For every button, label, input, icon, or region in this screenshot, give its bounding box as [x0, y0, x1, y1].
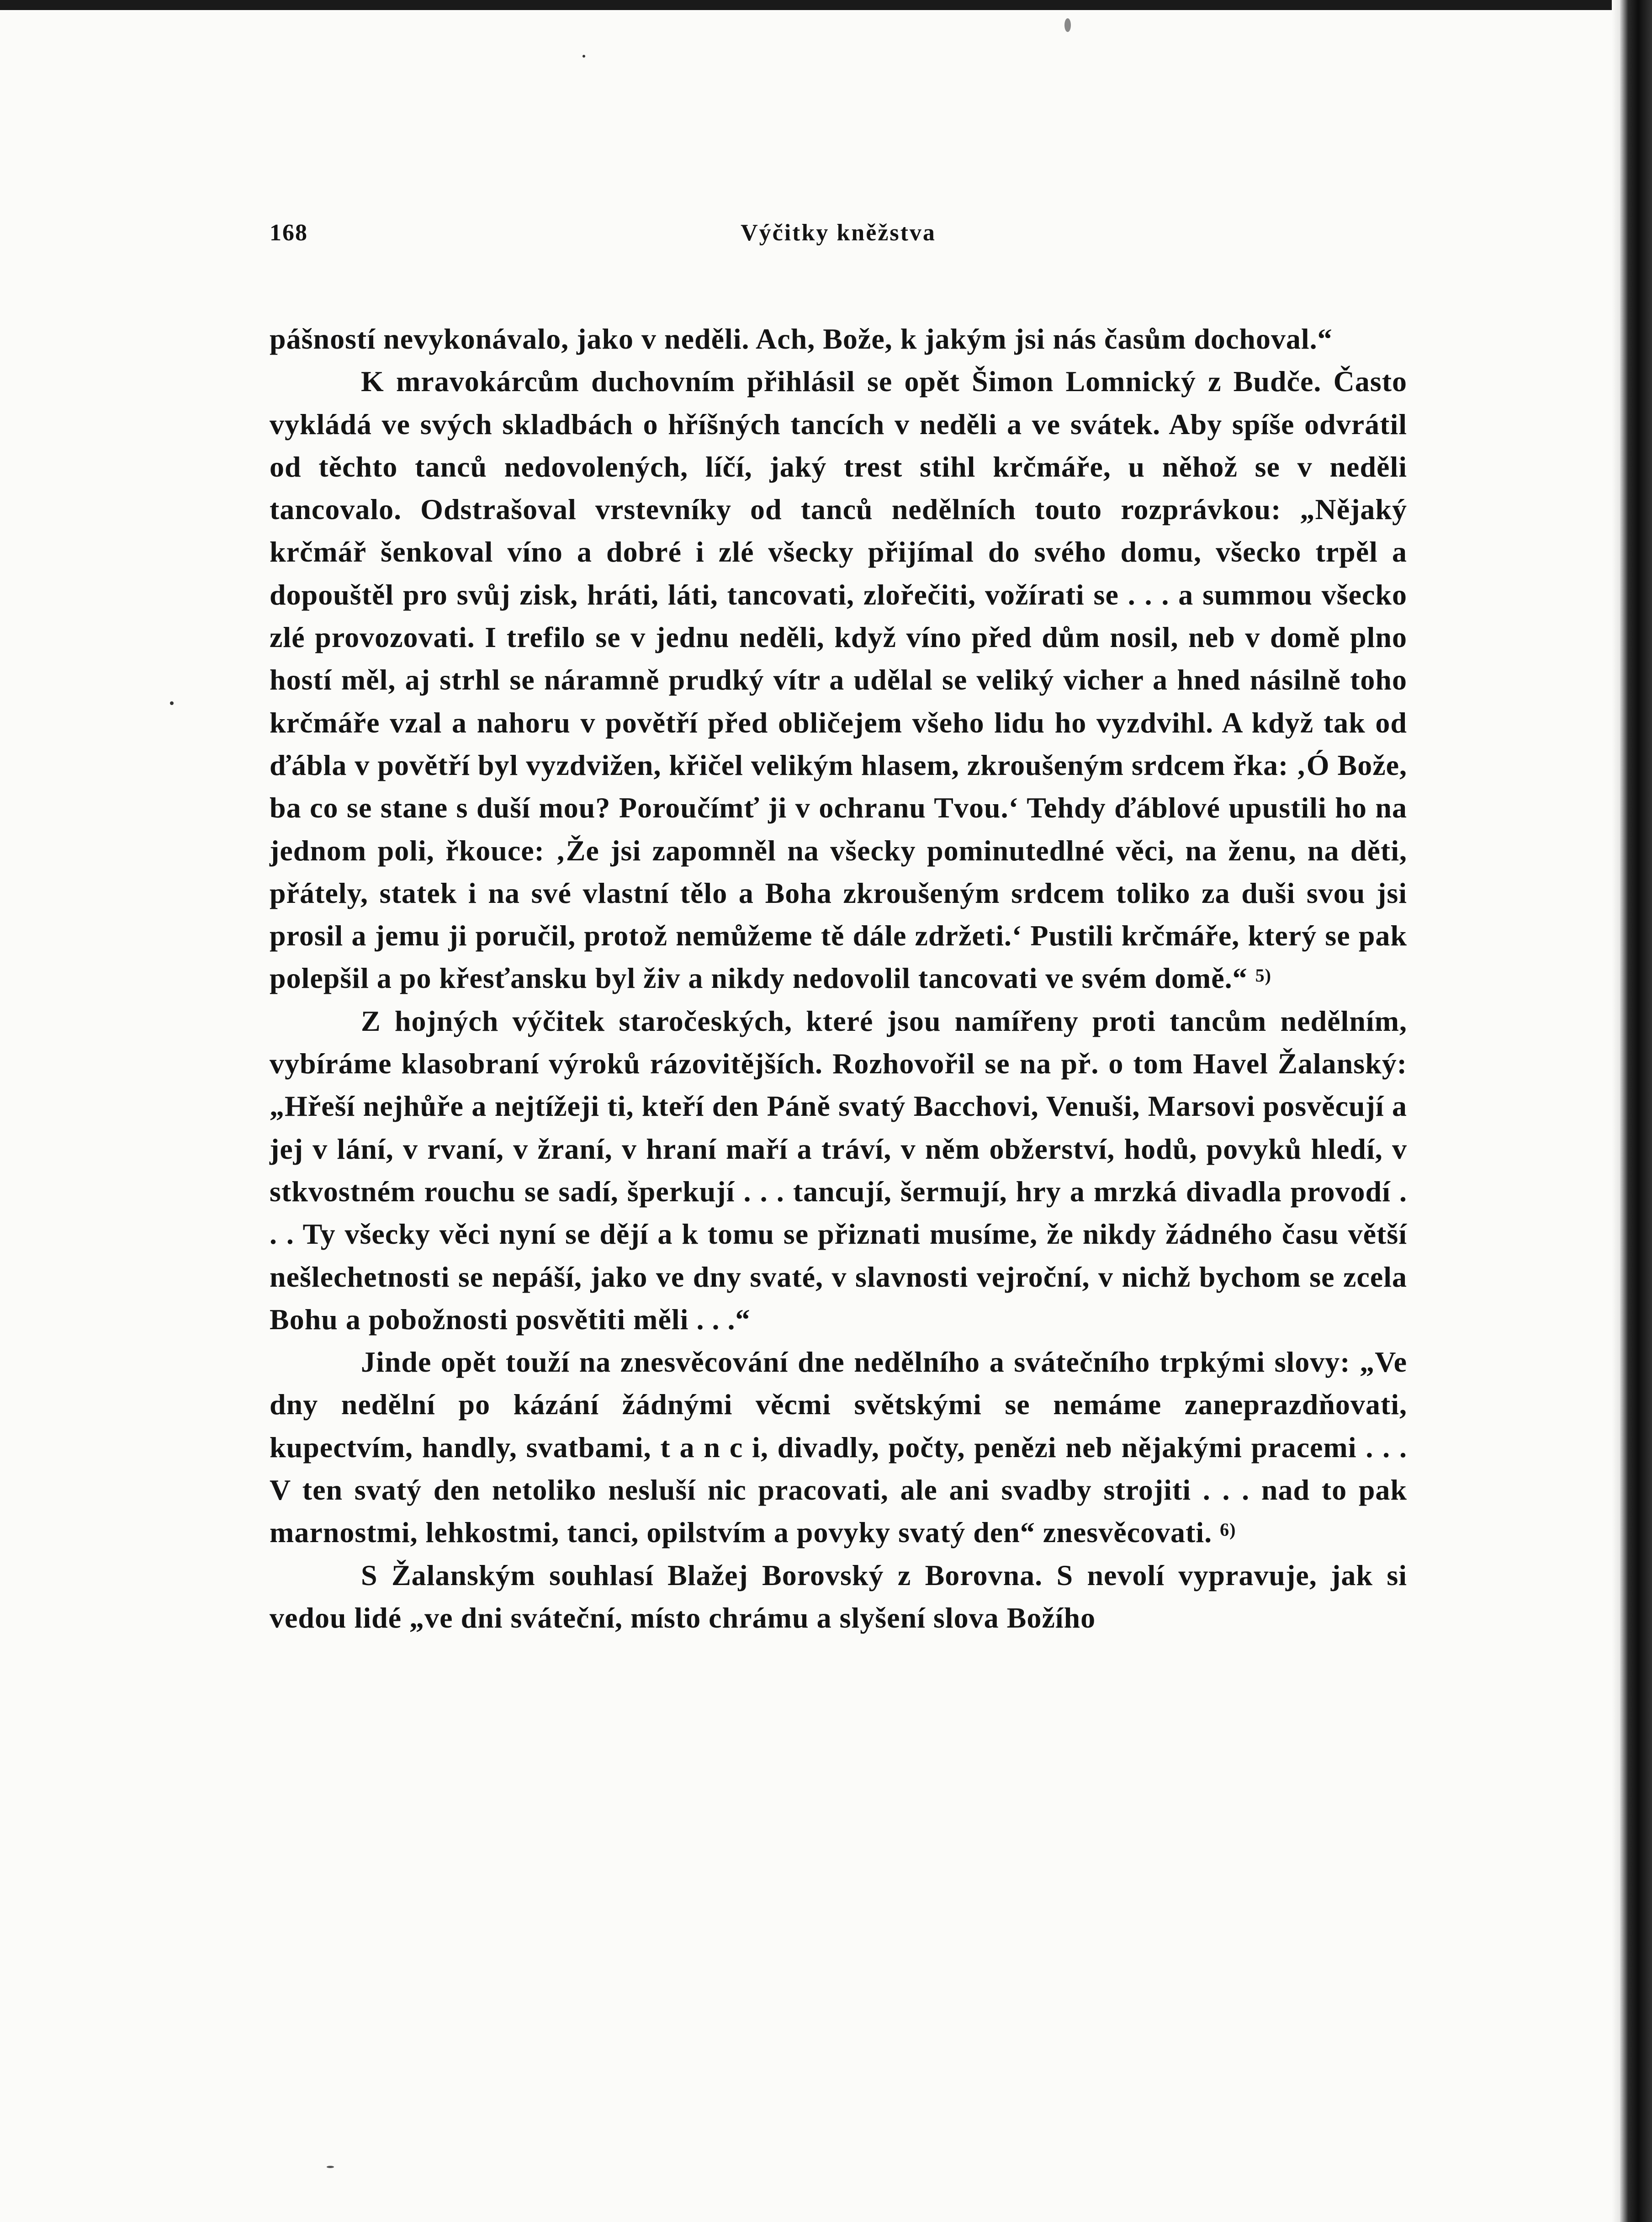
scan-border-right	[1620, 0, 1652, 2222]
scan-border-top	[0, 0, 1652, 10]
scan-shadow-right	[1612, 0, 1620, 2222]
scan-speck	[1064, 18, 1071, 32]
scan-speck	[327, 2166, 334, 2168]
paragraph: K mravokárcům duchovním přihlásil se opět Šimon Lomnický z Budče. Často vykládá ve svých skladbách o hříšných tancích v neděli a ve svátek. Aby spíše odvrátil od těchto tanců nedovolených, líčí, jaký trest stihl krčmáře, u něhož se v neděli tancovalo. Odstrašoval vrstevníky od tanců nedělních touto rozprávkou: „Nějaký krčmář šenkoval víno a dobré i zlé všecky přijímal do svého domu, všecko trpěl a dopouštěl pro svůj zisk, hráti, láti, tancovati, zlořečiti, vožírati se . . . a summou všecko zlé provozovati. I trefilo se v jednu neděli, když víno před dům nosil, neb v domě plno hostí měl, aj strhl se náramně prudký vítr a udělal se veliký vicher a hned násilně toho krčmáře vzal a nahoru v povětří před obličejem všeho lidu ho vyzdvihl. A když tak od ďábla v povětří byl vyzdvižen, křičel velikým hlasem, zkroušeným srdcem řka: ‚Ó Bože, ba co se stane s duší mou? Poroučímť ji v ochranu Tvou.‘ Tehdy ďáblové upustili ho na jednom poli, řkouce: ‚Že jsi zapomněl na všecky pominutedlné věci, na ženu, na děti, přátely, statek i na své vlastní tělo a Boha zkroušeným srdcem toliko za duši svou jsi prosil a jemu ji poručil, protož nemůžeme tě dále zdržeti.‘ Pustili krčmáře, který se pak polepšil a po křesťansku byl živ a nikdy nedovolil tancovati ve svém domě.“ $^{5)}$	[270, 365, 1407, 995]
paragraph: pášností nevykonávalo, jako v neděli. Ach, Bože, k jakým jsi nás časům dochoval.“	[270, 323, 1333, 355]
footnote-marker: 5)	[1255, 965, 1271, 986]
running-title: Výčitky kněžstva	[741, 220, 936, 246]
paragraph: Jinde opět touží na znesvěcování dne nedělního a svátečního trpkými slovy: „Ve dny nedělní po kázání žádnými věcmi světskými se nemáme zaneprazdňovati, kupectvím, handly, svatbami, t a n c i, divadly, počty, penězi neb nějakými pracemi . . . V ten svatý den netoliko nesluší nic pracovati, ale ani svadby strojiti . . . nad to pak marnostmi, lehkostmi, tanci, opilstvím a povyky svatý den“ znesvěcovati. $^{6)}$	[270, 1346, 1407, 1549]
running-head	[270, 219, 1407, 256]
body-text	[270, 318, 1407, 1639]
scan-speck	[582, 55, 585, 58]
scan-speck	[170, 701, 174, 705]
paragraph: S Žalanským souhlasí Blažej Borovský z Borovna. S nevolí vypravuje, jak si vedou lidé „ve dni sváteční, místo chrámu a slyšení slova Božího	[270, 1559, 1407, 1634]
paragraph: Z hojných výčitek staročeských, které jsou namířeny proti tancům nedělním, vybíráme klasobraní výroků rázovitějších. Rozhovořil se na př. o tom Havel Žalanský: „Hřeší nejhůře a nejtížeji ti, kteří den Páně svatý Bacchovi, Venuši, Marsovi posvěcují a jej v lání, v rvaní, v žraní, v hraní maří a tráví, v něm obžerství, hodů, povyků hledí, v stkvostném rouchu se sadí, šperkují . . . tancují, šermují, hry a mrzká divadla provodí . . . Ty všecky věci nyní se dějí a k tomu se přiznati musíme, že nikdy žádného času větší nešlechetnosti se nepáší, jako ve dny svaté, v slavnosti vejroční, v nichž bychom se zcela Bohu a pobožnosti posvětiti měli . . .“	[270, 1004, 1407, 1336]
page-number: 168	[270, 220, 308, 246]
book-page	[270, 219, 1407, 1639]
footnote-marker: 6)	[1220, 1519, 1236, 1540]
